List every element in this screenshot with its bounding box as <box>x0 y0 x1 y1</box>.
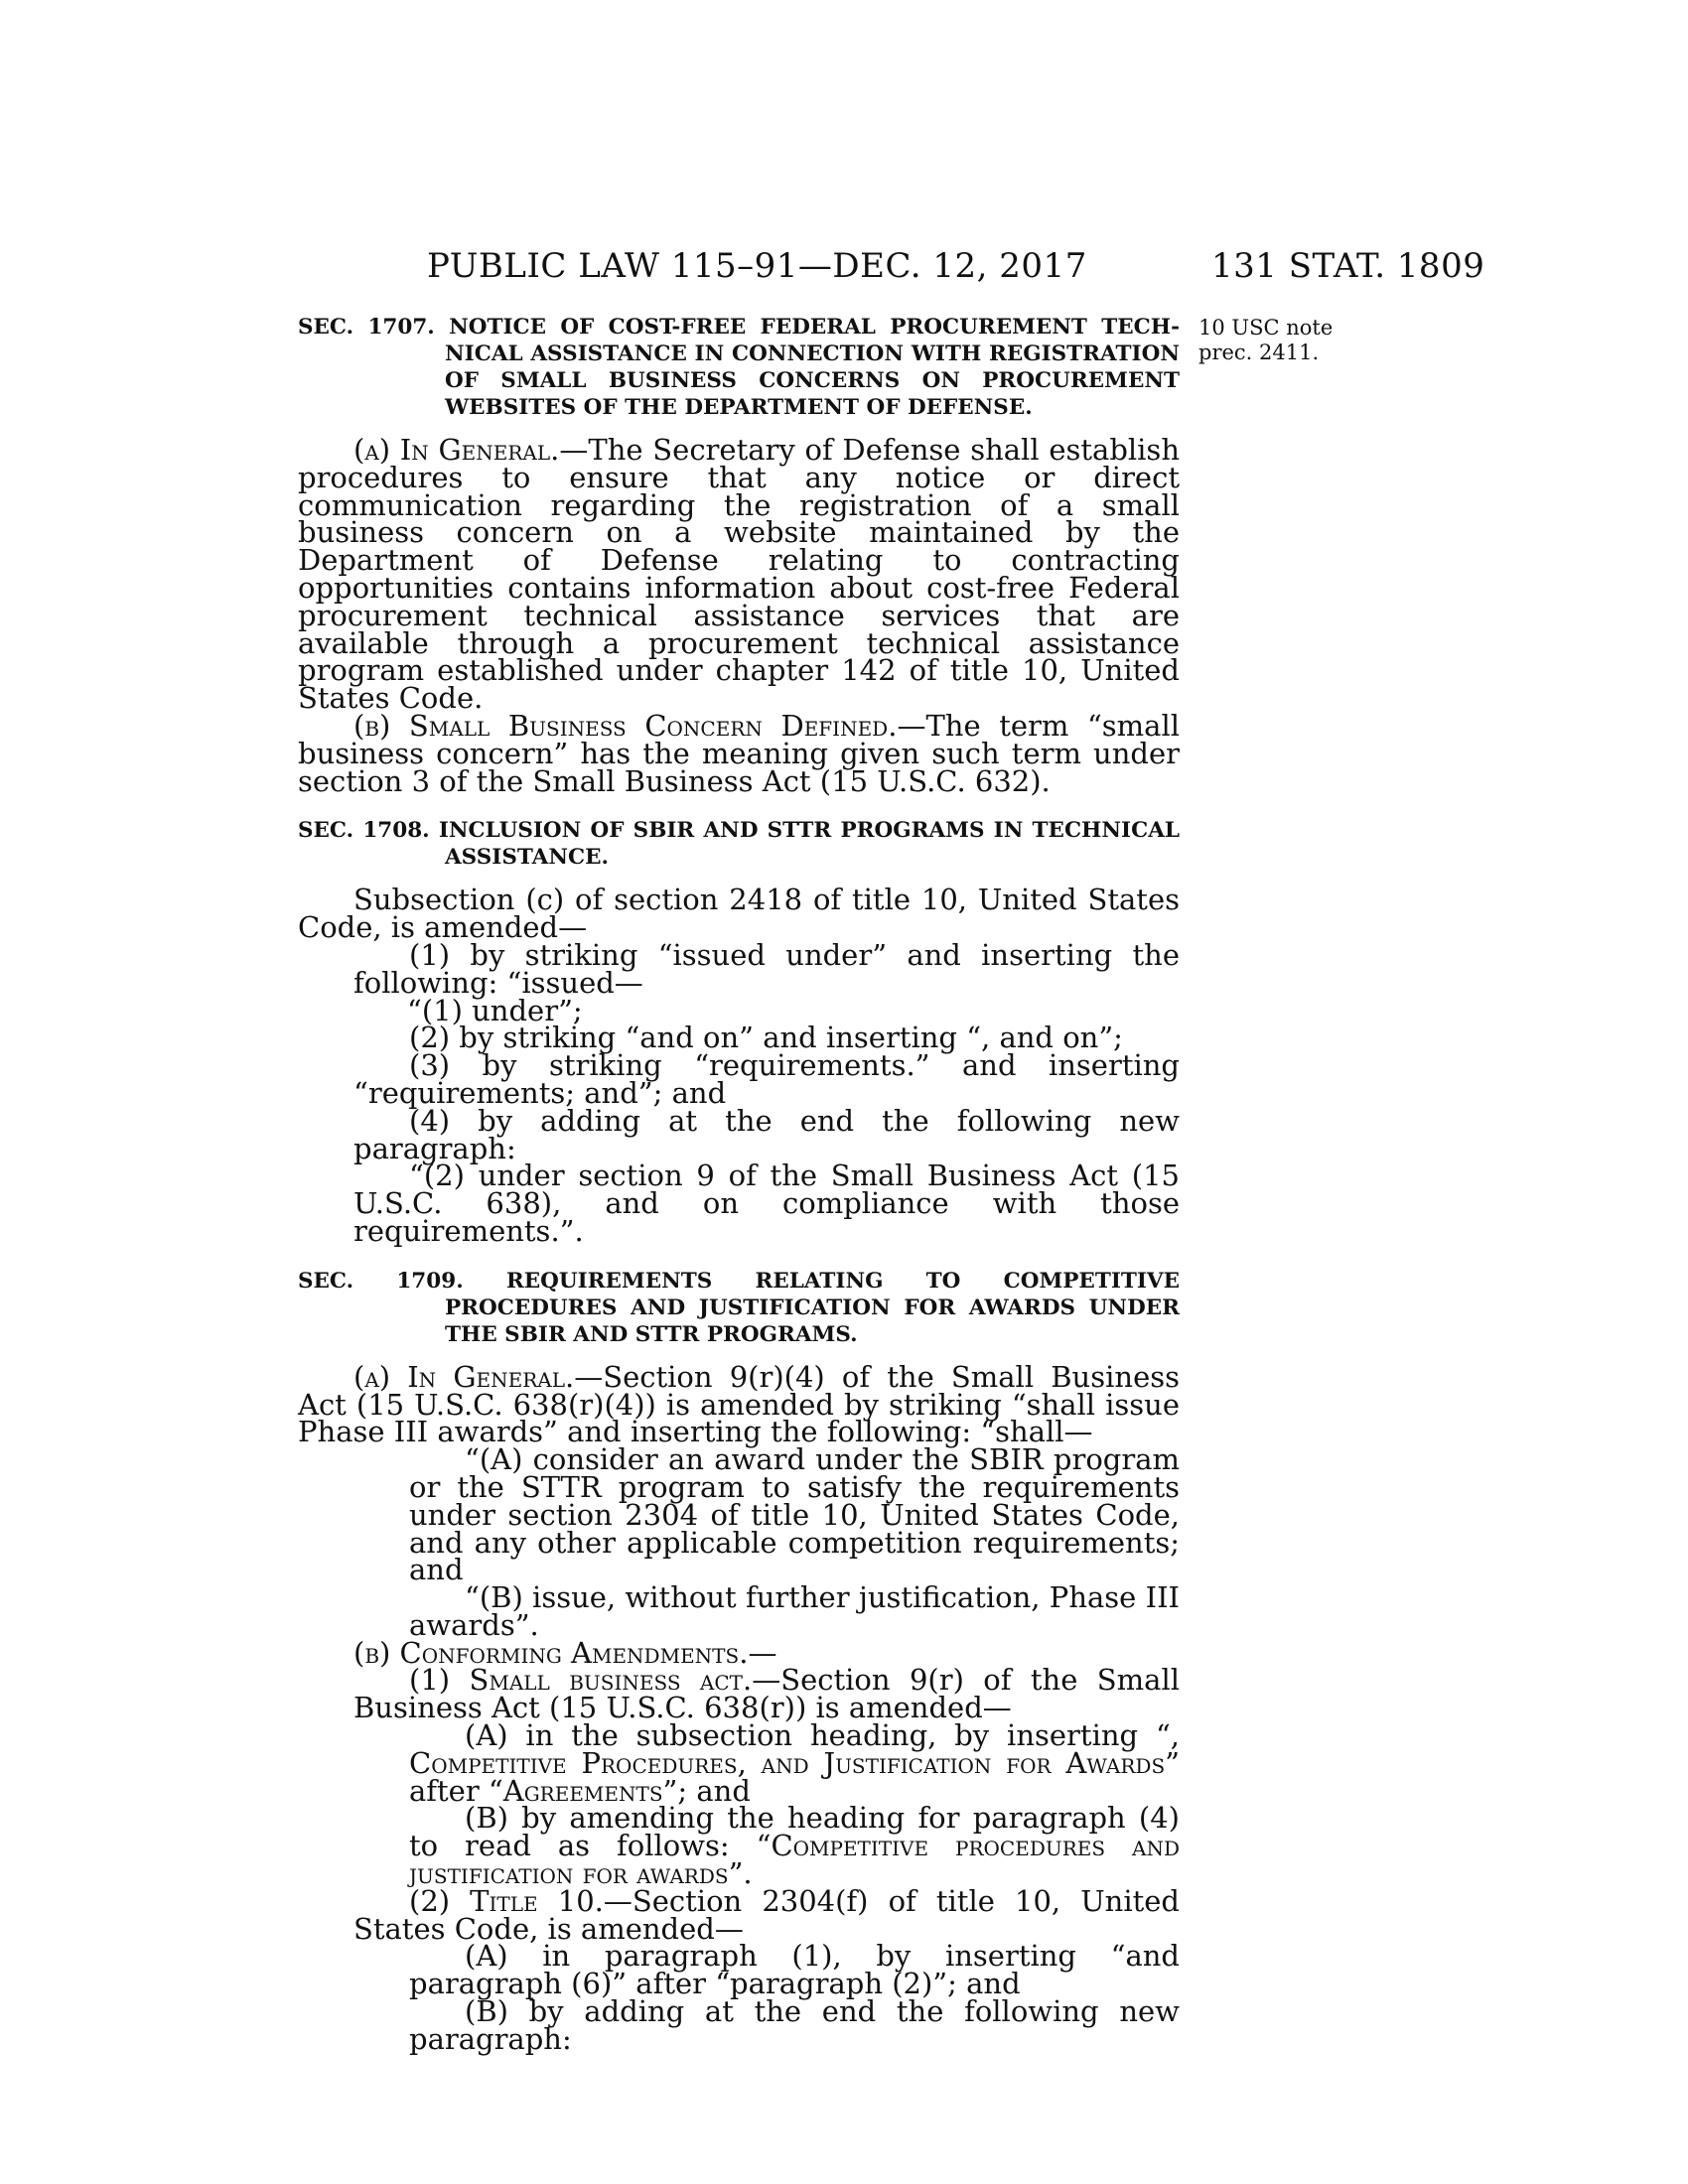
section-1709-b2-B: (B) by adding at the end the following new paragraph: <box>409 1994 1180 2056</box>
section-1708-item2: (2) by striking “and on” and inserting “, and on”; <box>409 1021 1123 1055</box>
section-1709-a-text: —Section 9(r)(4) of the Small Business Act (15 U.S.C. 638(r)(4)) is amended by striking “shall issue Phase III awards” and inserting the following: “shall— <box>298 1359 1180 1449</box>
running-header-law: PUBLIC LAW 115–91—DEC. 12, 2017 <box>427 246 1087 286</box>
section-1707-a-label: (a) In General. <box>353 433 560 467</box>
section-1709-a-A: “(A) consider an award under the SBIR program or the STTR program to satisfy the requirements under section 2304 of title 10, United States Code, and any other applicable competition requirements; and <box>409 1442 1180 1587</box>
section-1707-b-text: —The term “small business concern” has the meaning given such term under section 3 of the Small Business Act (15 U.S.C. 632). <box>298 708 1180 798</box>
margin-note-line2: prec. 2411. <box>1198 341 1320 364</box>
section-1707-heading: SEC. 1707. NOTICE OF COST-FREE FEDERAL PROCUREMENT TECHNICAL ASSISTANCE IN CONNECTION WITH REGISTRATION OF SMALL BUSINESS CONCERNS ON PROCUREMENT WEBSITES OF THE DEPARTMENT OF DEFENSE. <box>298 315 1180 420</box>
section-1708-item3: (3) by striking “requirements.” and inserting “requirements; and”; and <box>353 1048 1180 1110</box>
section-1708-heading: SEC. 1708. INCLUSION OF SBIR AND STTR PROGRAMS IN TECHNICAL ASSISTANCE. <box>298 818 1180 871</box>
section-1709-b1 <box>298 1663 1180 1725</box>
section-1708-item4: (4) by adding at the end the following new paragraph: <box>353 1103 1180 1165</box>
b1-A-mid: ” after “ <box>409 1745 1180 1808</box>
section-1708-item1 <box>298 937 1180 1000</box>
b1-B-smallcaps: Competitive procedures and justification for awards <box>409 1829 1181 1891</box>
margin-note <box>1198 316 1333 365</box>
b1-B-post: ”. <box>728 1856 753 1891</box>
section-1707-b <box>298 708 1180 798</box>
section-1708-item1-quote: “(1) under”; <box>407 993 583 1027</box>
b1-A-smallcaps2: Agreements <box>502 1773 663 1808</box>
section-1709-a-label: (a) In General. <box>353 1359 575 1394</box>
section-1709-b-label: (b) Conforming Amendments. <box>353 1635 749 1670</box>
section-1707-a-text: —The Secretary of Defense shall establish procedures to ensure that any notice or direct communication regarding the registration of a small business concern on a website maintained by the Department of Defense relating to contracting opportunities contains information about cost-free Federal procurement technical assistance services that are available through a procurement technical assistance program established under chapter 142 of title 10, United States Code. <box>298 433 1180 716</box>
text-column <box>298 314 1180 2054</box>
section-1708-item4-quote: “(2) under section 9 of the Small Business Act (15 U.S.C. 638), and on compliance with those requirements.”. <box>353 1159 1180 1248</box>
margin-note-line1: 10 USC note <box>1198 316 1334 340</box>
section-1709-b1-A <box>298 1718 1180 1808</box>
section-1709-b1-B <box>298 1801 1181 1891</box>
b1-B-pre: (B) by amending the heading for paragraph (4) to read as follows: “ <box>409 1801 1180 1863</box>
section-1709-b-dash: — <box>748 1635 777 1670</box>
section-1709-b2-text: —Section 2304(f) of title 10, United States Code, is amended— <box>353 1883 1180 1946</box>
b1-A-post: ”; and <box>662 1773 751 1808</box>
section-1709-a <box>298 1359 1180 1449</box>
running-header-stat: 131 STAT. 1809 <box>1211 246 1485 286</box>
b1-A-pre: (A) in the subsection heading, by inserting “, <box>465 1718 1180 1753</box>
b1-A-smallcaps: Competitive Procedures, and Justification for Awards <box>409 1745 1166 1780</box>
section-1709-a-B: “(B) issue, without further justification, Phase III awards”. <box>409 1580 1180 1642</box>
section-1709-b2-label: (2) Title 10. <box>409 1883 604 1918</box>
section-1707-a <box>298 433 1180 716</box>
section-1709-b1-label: (1) Small business act. <box>409 1663 753 1698</box>
section-1707-b-label: (b) Small Business Concern Defined. <box>353 708 898 743</box>
section-1708-item1-text: (1) by striking “issued under” and inserting the following: “issued— <box>353 937 1180 1000</box>
section-1709-b2 <box>298 1883 1180 1946</box>
section-1708-intro: Subsection (c) of section 2418 of title 10, United States Code, is amended— <box>298 883 1180 945</box>
section-1709-b1-text: —Section 9(r) of the Small Business Act (15 U.S.C. 638(r)) is amended— <box>353 1663 1180 1725</box>
section-1709-heading: SEC. 1709. REQUIREMENTS RELATING TO COMPETITIVE PROCEDURES AND JUSTIFICATION FOR AWARDS UNDER THE SBIR AND STTR PROGRAMS. <box>298 1268 1180 1347</box>
section-1709-b2-A: (A) in paragraph (1), by inserting “and paragraph (6)” after “paragraph (2)”; and <box>409 1939 1180 2001</box>
